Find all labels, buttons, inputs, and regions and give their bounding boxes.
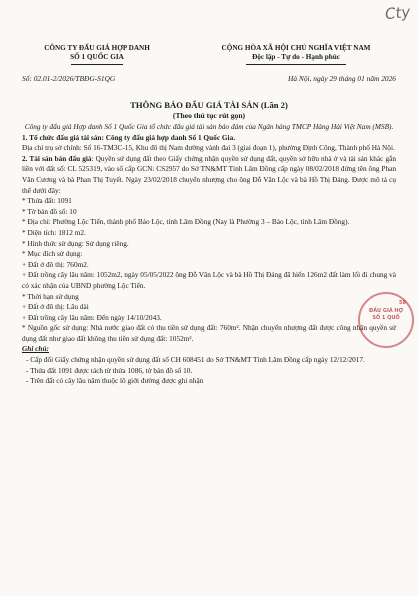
detail-item: + Đất trồng cây lâu năm: Đến ngày 14/10/2043. — [22, 312, 162, 322]
seal-number: 58 — [399, 300, 406, 306]
notes-heading: Ghi chú: — [22, 344, 49, 354]
company-seal — [358, 292, 414, 348]
detail-item: * Diện tích: 1812 m2. — [22, 227, 86, 237]
detail-item: * Nguồn gốc sử dụng: Nhà nước giao đất có thu tiền sử dụng đất: 760m². Nhận chuyển nhượng đất được công nhận quyền sử dụng đất như giao đất không thu tiền sử dụng đất: 1052m². — [22, 323, 396, 343]
detail-item: * Mục đích sử dụng: — [22, 249, 83, 259]
org-underline — [71, 64, 123, 65]
document-body — [22, 133, 396, 387]
detail-item: * Địa chỉ: Phường Lộc Tiến, thành phố Bảo Lộc, tỉnh Lâm Đồng (Nay là Phường 3 – Bảo Lộc, tỉnh Lâm Đồng). — [22, 217, 350, 227]
note-item: - Cấp đổi Giấy chứng nhận quyền sử dụng đất số CH 608451 do Sở TN&MT Tỉnh Lâm Đồng cấp ngày 12/12/2017. — [26, 355, 365, 365]
intro-paragraph: Công ty đấu giá Hợp danh Số 1 Quốc Gia tổ chức đấu giá tài sản bảo đảm của Ngân hàng TMCP Hàng Hải Việt Nam (MSB). — [24, 122, 394, 131]
document-subtitle: (Theo thủ tục rút gọn) — [172, 111, 246, 120]
document-date: Hà Nội, ngày 29 tháng 01 năm 2026 — [288, 74, 396, 83]
detail-item: * Thời hạn sử dụng — [22, 291, 79, 301]
seal-text-line2: SỐ 1 QUỐ — [372, 315, 400, 321]
property-details — [22, 196, 396, 344]
handwritten-note: Cty — [383, 2, 411, 24]
motto-underline — [246, 64, 346, 65]
section-1-address: Địa chỉ trụ sở chính: Số 16-TM3C-15, Khu đô thị Nam đường vành đai 3 (giai đoạn 1), phường Định Công, Thành phố Hà Nội. — [22, 143, 395, 153]
detail-item: + Đất ở đô thị: Lâu dài — [22, 302, 89, 312]
detail-item: * Tờ bản đồ số: 10 — [22, 206, 77, 216]
document-header — [22, 44, 396, 65]
organization-block — [22, 44, 172, 65]
section-2 — [22, 154, 396, 196]
section-1-heading: 1. Tổ chức đấu giá tài sản: Công ty đấu giá hợp danh Số 1 Quốc Gia. — [22, 132, 236, 142]
document-number: Số: 02.01-2/2026/TBĐG-S1QG — [22, 74, 116, 83]
national-motto-block — [196, 44, 396, 65]
org-name: CÔNG TY ĐẤU GIÁ HỢP DANH — [44, 44, 150, 52]
note-item: - Thửa đất 1091 được tách từ thửa 1086, tờ bản đồ số 10. — [26, 365, 193, 375]
detail-item: * Hình thức sử dụng: Sử dụng riêng. — [22, 238, 129, 248]
reference-line — [22, 74, 396, 83]
section-2-text: : Quyền sử dụng đất theo Giấy chứng nhận quyền sử dụng đất, quyền sở hữu nhà ở và tài sản khác gắn liền với đất số: CL 525319, vào sổ cấp GCN: CS2957 do Sở TN&MT Tỉnh Lâm Đồng cấp ngày 08/02/2018 đứng tên ông Phan Văn Cương và bà Phan Thị Tuyết. Ngày 23/02/2018 chuyển nhượng cho ông Đỗ Văn Lộc và bà Hồ Thị Đáng. Được mô tả cụ thể dưới đây: — [22, 153, 396, 195]
republic-name: CỘNG HÒA XÃ HỘI CHỦ NGHĨA VIỆT NAM — [221, 44, 371, 52]
note-item: - Trên đất có cây lâu năm thuộc lô giới đường được ghi nhận — [26, 376, 204, 386]
document-title: THÔNG BÁO ĐẤU GIÁ TÀI SẢN (Lần 2) — [130, 100, 288, 110]
detail-item: + Đất ở đô thị: 760m2. — [22, 259, 89, 269]
section-2-heading: 2. Tài sản bán đấu giá — [22, 153, 92, 163]
seal-text-line1: ĐẤU GIÁ HỢ — [369, 308, 403, 314]
motto: Độc lập - Tự do - Hạnh phúc — [252, 53, 340, 61]
org-subname: SỐ 1 QUỐC GIA — [70, 53, 124, 61]
detail-item: * Thửa đất: 1091 — [22, 196, 72, 206]
detail-item: + Đất trồng cây lâu năm: 1052m2, ngày 05/05/2022 ông Đỗ Văn Lộc và bà Hồ Thị Đáng đã hiến 126m2 đất làm lối đi chung và có xác nhận của UBND phường Lộc Tiến. — [22, 270, 396, 290]
